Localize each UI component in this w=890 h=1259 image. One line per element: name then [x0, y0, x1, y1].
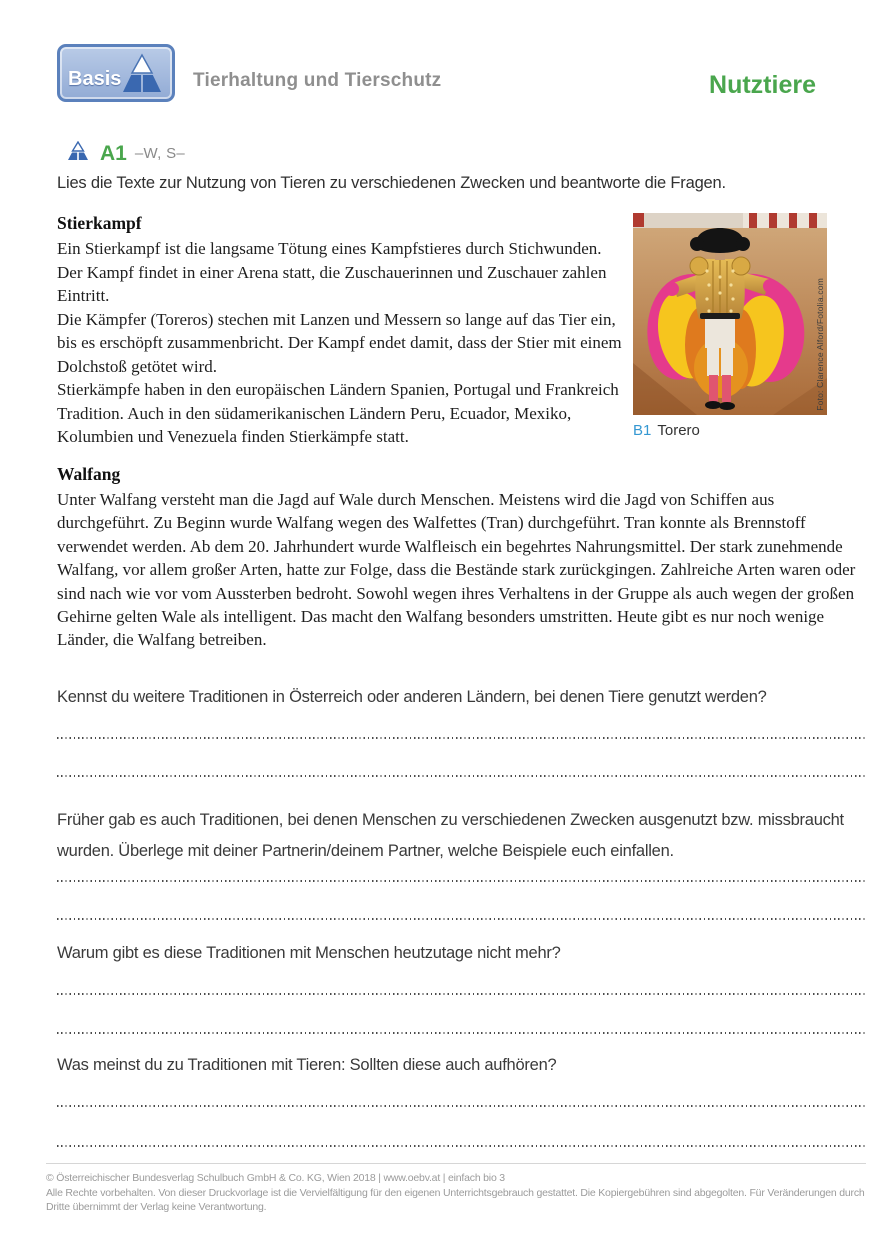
basis-logo-label: Basis — [68, 68, 122, 90]
stierkampf-paragraph: Stierkämpfe haben in den europäischen Ländern Spanien, Portugal und Frankreich Tradition. Auch in den südamerikanischen Ländern Peru, Ecuador, Mexiko, Kolumbien und Venezuela finden Stierkämpfe statt. — [57, 380, 619, 446]
section-stierkampf — [57, 213, 827, 449]
answer-line[interactable] — [57, 993, 866, 995]
stierkampf-paragraph: Die Kämpfer (Toreros) stechen mit Lanzen und Messern so lange auf das Tier ein, bis es erschöpft zusammenbricht. Der Kampf endet damit, dass der Stier mit einem Dolchstoß getötet wird. — [57, 309, 622, 376]
task-instruction: Lies die Texte zur Nutzung von Tieren zu verschiedenen Zwecken und beantworte die Fragen. — [57, 174, 726, 192]
answer-line[interactable] — [57, 880, 866, 882]
topic-title: Nutztiere — [709, 71, 816, 99]
torero-photo — [633, 213, 827, 415]
task-header — [66, 141, 185, 166]
question-2: Früher gab es auch Traditionen, bei denen Menschen zu verschiedenen Zwecken ausgenutzt bzw. missbraucht wurden. Überlege mit deiner Partnerin/deinem Partner, welche Beispiele euch einfallen. — [57, 811, 844, 860]
stierkampf-paragraph: Ein Stierkampf ist die langsame Tötung eines Kampfstieres durch Stichwunden. Der Kampf findet in einer Arena statt, die Zuschauerinnen und Zuschauer zahlen Eintritt. — [57, 239, 607, 305]
task-id: A1 — [100, 141, 127, 165]
questions-block — [57, 684, 866, 1147]
figure-caption — [633, 422, 827, 439]
basis-logo — [57, 44, 175, 102]
answer-line[interactable] — [57, 1032, 866, 1034]
walfang-paragraph: Unter Walfang versteht man die Jagd auf Wale durch Menschen. Meistens wird die Jagd von Schiffen aus durchgeführt. Zu Beginn wurde Walfang wegen des Walfettes (Tran) durchgeführt. Tran konnte als Brennstoff verwendet werden. Ab dem 20. Jahrhundert wurde Walfleisch ein begehrtes Nahrungsmittel. Der stark zunehmende Walfang, vor allem großer Arten, hatte zur Folge, dass die Bestände stark zurückgingen. Zahlreiche Arten waren oder sind nach wie vor vom Aussterben bedroht. Sowohl wegen ihres Verhaltens in der Gruppe als auch wegen der großen Gehirne gelten Wale als intelligent. Das macht den Walfang besonders umstritten. Heute gibt es nur noch wenige Länder, die Walfang betreiben. — [57, 490, 856, 650]
stierkampf-text — [57, 213, 623, 449]
answer-line[interactable] — [57, 1145, 866, 1147]
figure-torero — [633, 213, 827, 449]
section-walfang — [57, 464, 869, 652]
task-tags: –W, S– — [134, 145, 186, 162]
answer-line[interactable] — [57, 775, 866, 777]
photo-credit: Foto: Clarence Alford/Fotolia.com — [815, 278, 825, 411]
page-footer — [46, 1163, 866, 1215]
subject-title: Tierhaltung und Tierschutz — [193, 70, 442, 91]
answer-line[interactable] — [57, 918, 866, 920]
question-3: Warum gibt es diese Traditionen mit Menschen heutzutage nicht mehr? — [57, 944, 561, 962]
torero-illustration — [633, 213, 827, 415]
footer-rights-2: Dritte übernimmt der Verlag keine Verantwortung. — [46, 1201, 267, 1213]
stierkampf-title: Stierkampf — [57, 213, 142, 233]
figure-caption-text: Torero — [657, 422, 700, 439]
pyramid-task-icon — [66, 141, 90, 166]
footer-rights: Alle Rechte vorbehalten. Von dieser Druckvorlage ist die Vervielfältigung für den eigenen Unterrichtsgebrauch gestattet. Die Kopiergebühren sind abgegolten. Für Veränderungen durch — [46, 1186, 865, 1199]
footer-copyright: © Österreichischer Bundesverlag Schulbuch GmbH & Co. KG, Wien 2018 | www.oebv.at | einfach bio 3 — [46, 1172, 505, 1184]
page-header — [57, 40, 866, 102]
question-1: Kennst du weitere Traditionen in Österreich oder anderen Ländern, bei denen Tiere genutzt werden? — [57, 688, 767, 706]
answer-line[interactable] — [57, 737, 866, 739]
walfang-title: Walfang — [57, 464, 121, 484]
figure-label: B1 — [633, 422, 652, 439]
answer-line[interactable] — [57, 1105, 866, 1107]
pyramid-icon — [119, 52, 165, 101]
question-4: Was meinst du zu Traditionen mit Tieren: Sollten diese auch aufhören? — [57, 1056, 557, 1074]
